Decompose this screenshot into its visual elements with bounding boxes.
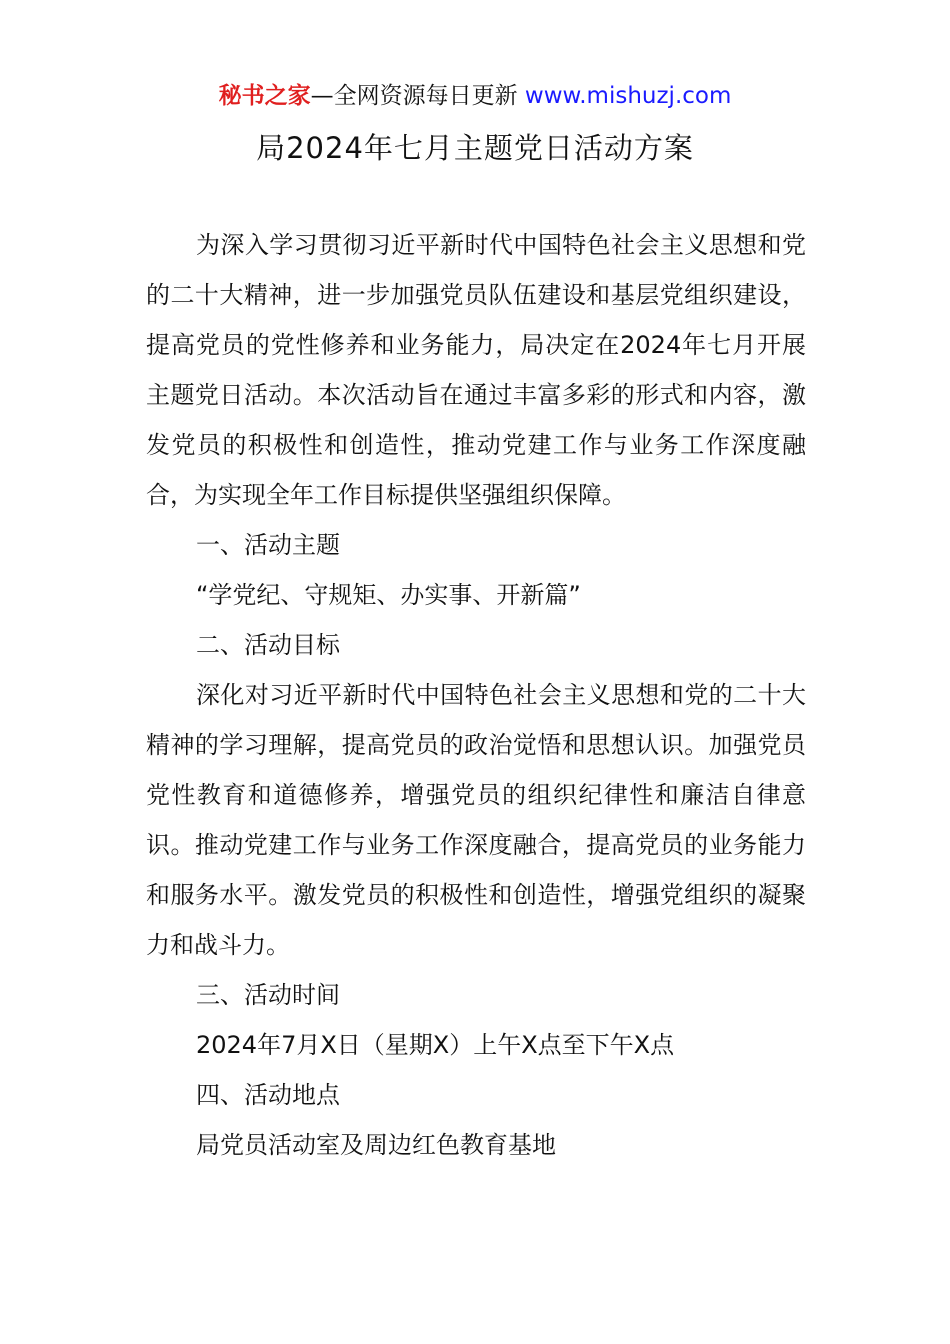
header-tagline: —全网资源每日更新 [310,83,518,109]
goal-paragraph: 深化对习近平新时代中国特色社会主义思想和党的二十大精神的学习理解，提高党员的政治觉悟和思想认识。加强党员党性教育和道德修养，增强党员的组织纪律性和廉洁自律意识。推动党建工作与业务工作深度融合，提高党员的业务能力和服务水平。激发党员的积极性和创造性，增强党组织的凝聚力和战斗力。 [146,681,806,959]
theme-text: “学党纪、守规矩、办实事、开新篇” [196,581,581,609]
document-body [146,220,806,1170]
goal-heading: 二、活动目标 [196,631,340,659]
document-title: 局2024年七月主题党日活动方案 [256,131,694,165]
brand-name: 秘书之家 [218,83,311,109]
site-header [0,80,950,112]
place-heading: 四、活动地点 [196,1081,340,1109]
site-url-link[interactable]: www.mishuzj.com [524,83,732,109]
time-heading: 三、活动时间 [196,981,340,1009]
intro-paragraph: 为深入学习贯彻习近平新时代中国特色社会主义思想和党的二十大精神，进一步加强党员队伍建设和基层党组织建设，提高党员的党性修养和业务能力，局决定在2024年七月开展主题党日活动。本次活动旨在通过丰富多彩的形式和内容，激发党员的积极性和创造性，推动党建工作与业务工作深度融合，为实现全年工作目标提供坚强组织保障。 [146,231,806,509]
theme-heading: 一、活动主题 [196,531,340,559]
place-text: 局党员活动室及周边红色教育基地 [196,1131,556,1159]
time-text: 2024年7月X日（星期X）上午X点至下午X点 [196,1031,675,1059]
